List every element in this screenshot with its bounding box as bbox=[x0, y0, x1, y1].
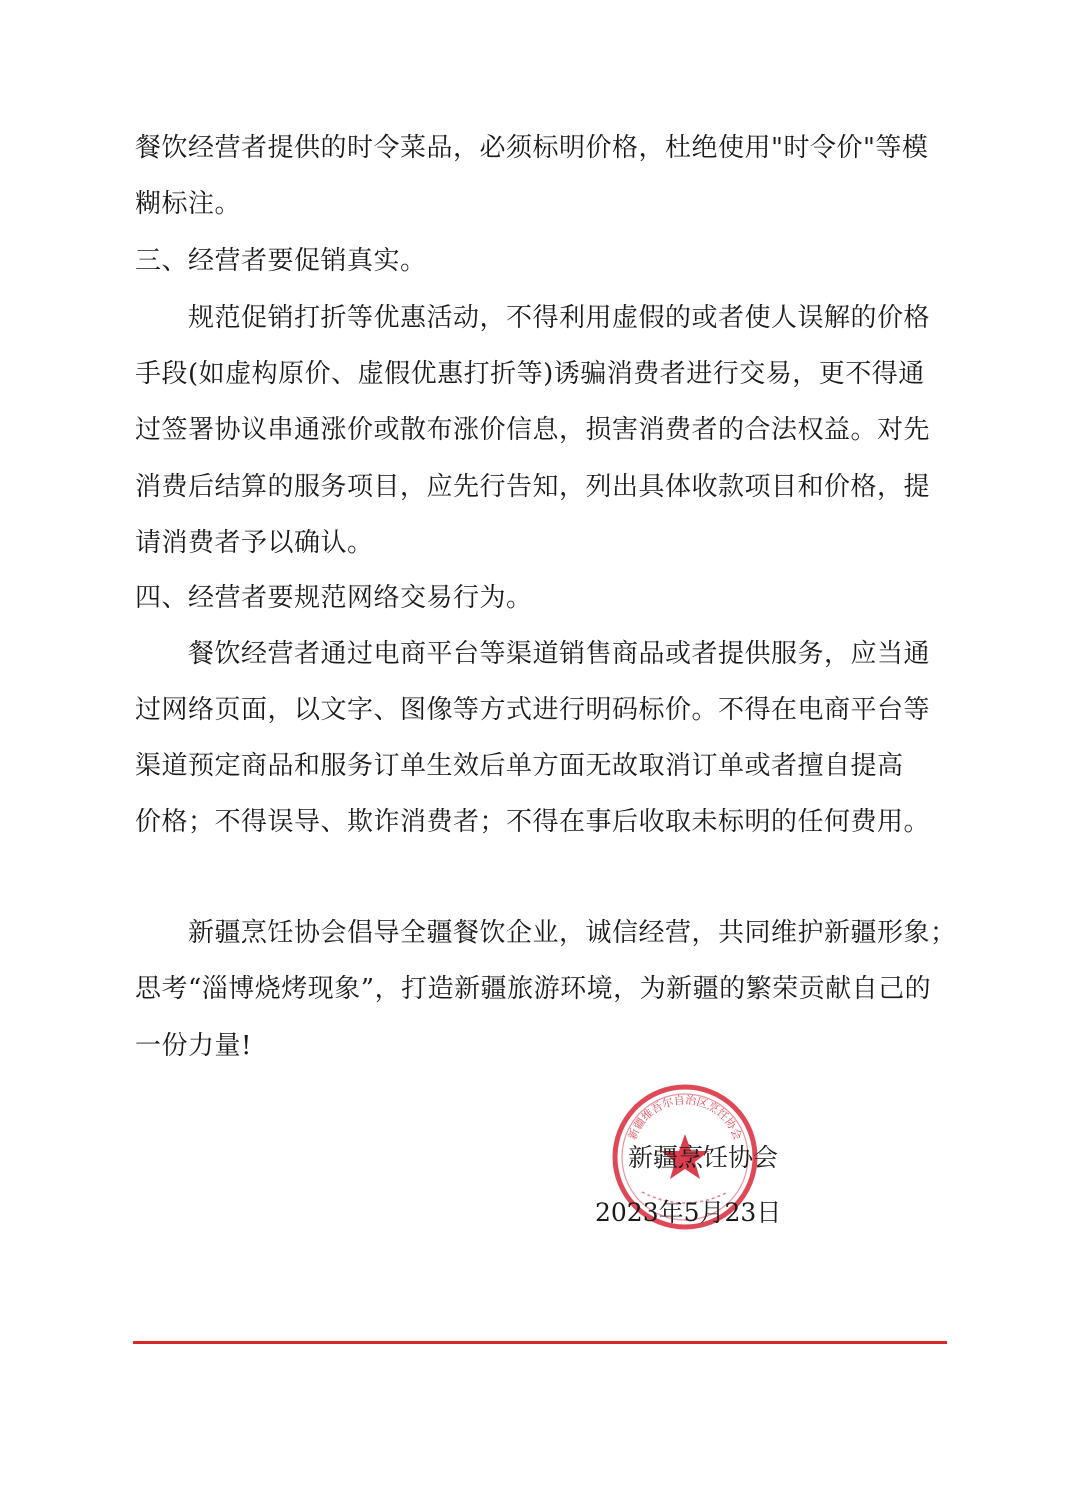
paragraph-line: 餐饮经营者通过电商平台等渠道销售商品或者提供服务，应当通 bbox=[188, 639, 931, 669]
paragraph-line: 请消费者予以确认。 bbox=[135, 528, 374, 558]
paragraph-line: 餐饮经营者提供的时令菜品，必须标明价格，杜绝使用"时令价"等模 bbox=[135, 133, 929, 163]
paragraph-line: 渠道预定商品和服务订单生效后单方面无故取消订单或者擅自提高 bbox=[135, 751, 904, 781]
paragraph-line: 价格；不得误导、欺诈消费者；不得在事后收取未标明的任何费用。 bbox=[135, 807, 931, 837]
paragraph-line: 糊标注。 bbox=[135, 189, 242, 219]
seal-text: 新疆维吾尔自治区烹饪协会 bbox=[625, 1093, 745, 1142]
paragraph-line: 新疆烹饪协会倡导全疆餐饮企业，诚信经营，共同维护新疆形象； bbox=[188, 918, 957, 948]
section-heading-3: 三、经营者要促销真实。 bbox=[135, 246, 427, 276]
section-heading-4: 四、经营者要规范网络交易行为。 bbox=[135, 583, 533, 613]
signature-date: 2023年5月23日 bbox=[595, 1198, 782, 1227]
paragraph-line: 手段(如虚构原价、虚假优惠打折等)诱骗消费者进行交易，更不得通 bbox=[135, 359, 925, 389]
paragraph-line: 规范促销打折等优惠活动，不得利用虚假的或者使人误解的价格 bbox=[188, 303, 931, 333]
footer-red-rule bbox=[133, 1341, 947, 1344]
paragraph-line: 思考“淄博烧烤现象”，打造新疆旅游环境，为新疆的繁荣贡献自己的 bbox=[135, 974, 932, 1004]
paragraph-line: 过签署协议串通涨价或散布涨价信息，损害消费者的合法权益。对先 bbox=[135, 415, 931, 445]
paragraph-line: 一份力量! bbox=[135, 1031, 252, 1061]
paragraph-line: 过网络页面，以文字、图像等方式进行明码标价。不得在电商平台等 bbox=[135, 695, 931, 725]
signature-org: 新疆烹饪协会 bbox=[628, 1143, 779, 1172]
paragraph-line: 消费后结算的服务项目，应先行告知，列出具体收款项目和价格，提 bbox=[135, 472, 931, 502]
